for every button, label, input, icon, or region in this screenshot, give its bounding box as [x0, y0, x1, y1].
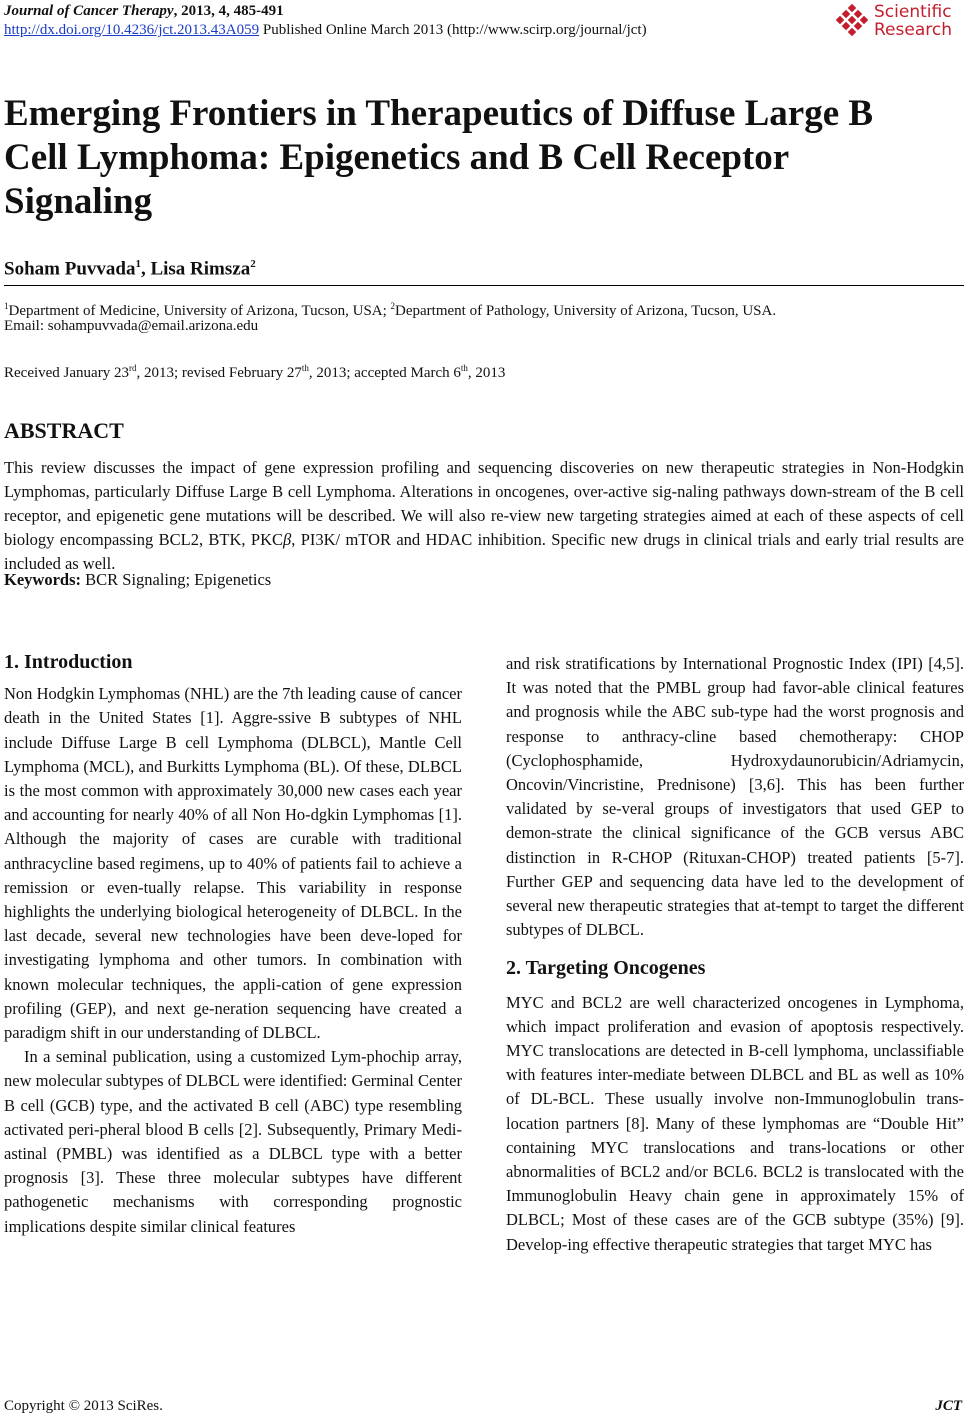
affiliation-1: Department of Medicine, University of Arizona, Tucson, USA; [8, 303, 391, 319]
keywords-value: BCR Signaling; Epigenetics [81, 570, 272, 589]
section-heading-introduction: 1. Introduction [4, 651, 133, 673]
journal-volume: , 2013, 4, 485-491 [173, 3, 284, 19]
abstract-beta-symbol: β [283, 530, 292, 549]
author-separator: , [140, 258, 151, 280]
abstract-text-part2: , PI3K/ mTOR and HDAC inhibition. Specific new drugs in clinical trials and early trial results are included as well. [4, 530, 964, 573]
ordinal-suffix: rd [128, 363, 137, 373]
doi-line [4, 21, 647, 40]
ordinal-suffix: th [301, 363, 309, 373]
logo-text-line1: Scientific [874, 2, 952, 22]
author-affiliation-mark: 2 [250, 258, 256, 270]
logo-text-line2: Research [874, 20, 952, 40]
received-text: Received January 23 [4, 365, 129, 381]
right-column [506, 652, 964, 1257]
revised-text: , 2013; revised February 27 [136, 365, 302, 381]
section-heading-targeting-oncogenes: 2. Targeting Oncogenes [506, 957, 706, 980]
abstract-heading: ABSTRACT [4, 418, 124, 443]
affiliation-2: Department of Pathology, University of Arizona, Tucson, USA. [395, 303, 777, 319]
affiliation-mark: 2 [390, 301, 396, 311]
author-name: Soham Puvvada [4, 258, 136, 280]
journal-name: Journal of Cancer Therapy [4, 3, 174, 19]
journal-citation [4, 2, 284, 21]
introduction-paragraph-2: In a seminal publication, using a customized Lym-phochip array, new molecular subtypes of DLBCL were identified: Germinal Center B cell (GCB) type, and the activated B cell (ABC) type resembling activated peri-pheral blood B cells [2]. Subsequently, Primary Medi-astinal (PMBL) was identified as a DLBCL type with a better prognosis [3]. These three molecular subtypes have different pathogenetic mechanisms with corresponding prognostic implications despite similar clinical features [4, 1047, 462, 1236]
affiliation-mark: 1 [4, 301, 9, 311]
received-dates [4, 359, 505, 383]
doi-link[interactable]: http://dx.doi.org/10.4236/jct.2013.43A059 [4, 22, 260, 38]
logo-diamond-icon [834, 4, 870, 40]
keywords [4, 568, 271, 592]
published-text: Published Online March 2013 (http://www.scirp.org/journal/jct) [259, 22, 647, 38]
accepted-text: , 2013; accepted March 6 [308, 365, 461, 381]
year-text: , 2013 [467, 365, 506, 381]
author-list [4, 258, 256, 280]
keywords-label: Keywords: [4, 570, 81, 589]
introduction-paragraph-3: and risk stratifications by International Prognostic Index (IPI) [4,5]. It was noted that the PMBL group had favor-able clinical features and prognosis while the ABC sub-type had the worst prognosis and response to anthracy-cline based chemotherapy: CHOP (Cyclophosphamide, Hydroxydaunorubicin/Adriamycin, Oncovin/Vincristine, Prednisone) [3,6]. This has been further validated by se-veral groups of investigators that used GEP to demon-strate the clinical significance of the GCB versus ABC distinction in R-CHOP (Rituxan-CHOP) treated patients [5-7]. Further GEP and sequencing data have led to the development of several new therapeutic strategies that at-tempt to target the different subtypes of DLBCL. [506, 654, 964, 940]
author-divider [4, 285, 964, 286]
abstract-text-part1: This review discusses the impact of gene expression profiling and sequencing discoveries on new therapeutic strategies in Non-Hodgkin Lymphomas, particularly Diffuse Large B cell Lymphoma. Alterations in oncogenes, over-active sig-naling pathways down-stream of the B cell receptor, and epigenetic gene mutations will be described. We will also re-view new targeting strategies aimed at each of these aspects of cell biology encompassing BCL2, BTK, PKC [4, 458, 964, 549]
left-column [4, 650, 462, 1239]
author-affiliation-mark: 1 [135, 258, 141, 270]
footer-journal-abbr: JCT [935, 1398, 962, 1414]
ordinal-suffix: th [460, 363, 468, 373]
introduction-paragraph-1: Non Hodgkin Lymphomas (NHL) are the 7th leading cause of cancer death in the United States [1]. Aggre-ssive B subtypes of NHL include Diffuse Large B cell Lymphoma (DLBCL), Mantle Cell Lymphoma (MCL), and Burkitts Lymphoma (BL). Of these, DLBCL is the most common with approximately 30,000 new cases each year and accounting for nearly 40% of all Non Ho-dgkin Lymphomas [1]. Although the majority of cases are curable with traditional anthracycline based regimens, up to 40% of patients fail to achieve a remission or even-tually relapse. This variability in response highlights the underlying biological heterogeneity of DLBCL. In the last decade, several new technologies have been deve-loped for investigating lymphoma and other tumors. In combination with known molecular techniques, the appli-cation of gene expression profiling (GEP), and next ge-neration sequencing have created a paradigm shift in our understanding of DLBCL. [4, 684, 462, 1043]
abstract-body [4, 456, 964, 576]
footer-copyright: Copyright © 2013 SciRes. [4, 1398, 163, 1414]
paper-title: Emerging Frontiers in Therapeutics of Diffuse Large B Cell Lymphoma: Epigenetics and B Cell Receptor Signaling [4, 93, 874, 222]
scientific-research-logo [834, 2, 962, 42]
author-name: Lisa Rimsza [150, 258, 251, 280]
oncogenes-paragraph-1: MYC and BCL2 are well characterized oncogenes in Lymphoma, which impact proliferation and evasion of apoptosis respectively. MYC translocations are detected in B-cell lymphoma, unclassifiable with features inter-mediate between DLBCL and BL as well as 10% of DL-BCL. These usually involve non-Immunoglobulin trans-location partners [8]. Many of these lymphomas are “Double Hit” containing MYC translocations and trans-locations or other abnormalities of BCL2 and/or BCL6. BCL2 is translocated with the Immunoglobulin Heavy chain gene in approximately 15% of DLBCL; Most of these cases are of the GCB subtype (35%) [9]. Develop-ing effective therapeutic strategies that target MYC has [506, 992, 964, 1254]
author-email: Email: sohampuvvada@email.arizona.edu [4, 318, 259, 334]
